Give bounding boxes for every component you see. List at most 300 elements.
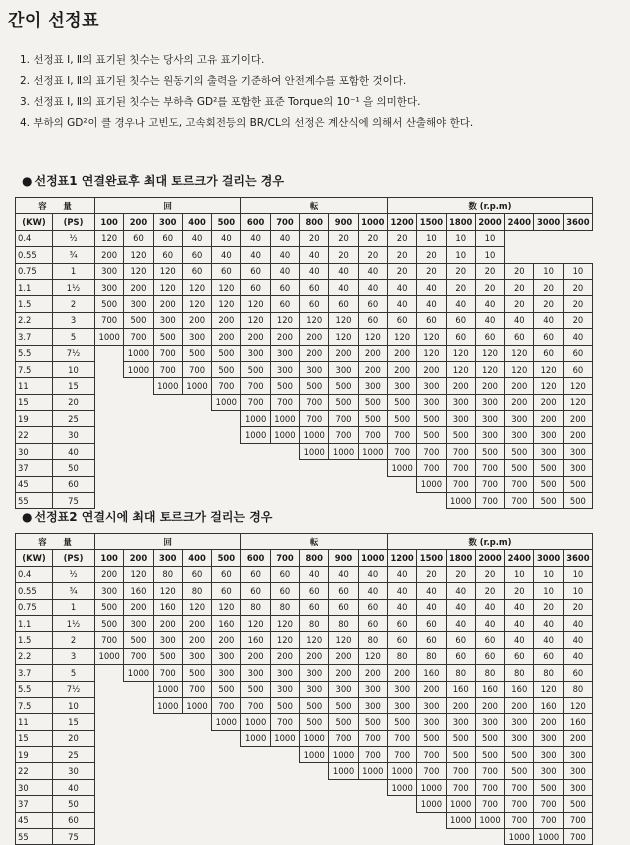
torque-cell: 700	[534, 812, 563, 828]
torque-cell: 60	[358, 312, 387, 328]
table-row	[16, 476, 593, 492]
torque-cell: 700	[505, 796, 534, 812]
torque-cell: 60	[241, 583, 270, 599]
torque-cell	[182, 493, 211, 509]
torque-cell: 200	[534, 411, 563, 427]
torque-cell: 160	[563, 714, 592, 730]
torque-cell: 120	[300, 312, 329, 328]
torque-cell: 10	[446, 247, 475, 263]
rpm-header-part1: 回	[95, 198, 241, 214]
bullet-icon: ●	[22, 510, 33, 524]
torque-cell	[153, 427, 182, 443]
torque-cell: 60	[182, 566, 211, 582]
rpm-column-header: 1000	[358, 214, 387, 230]
torque-cell	[300, 460, 329, 476]
torque-cell: 500	[534, 476, 563, 492]
torque-cell: 300	[124, 296, 153, 312]
torque-cell	[446, 829, 475, 845]
rpm-column-header: 100	[95, 214, 124, 230]
torque-cell: 20	[563, 279, 592, 295]
rpm-column-header: 3000	[534, 550, 563, 566]
torque-cell: 1000	[153, 697, 182, 713]
torque-cell: 40	[475, 312, 504, 328]
torque-cell: 700	[153, 345, 182, 361]
torque-cell: 1000	[417, 796, 446, 812]
torque-cell: 40	[505, 632, 534, 648]
torque-cell: 200	[505, 394, 534, 410]
rpm-column-header: 100	[95, 550, 124, 566]
ps-cell: ½	[53, 230, 95, 246]
page-title: 간이 선정표	[8, 11, 100, 31]
torque-cell: 1000	[153, 681, 182, 697]
torque-cell: 700	[300, 394, 329, 410]
torque-cell	[153, 829, 182, 845]
rpm-column-header: 600	[241, 214, 270, 230]
torque-cell: 200	[329, 648, 358, 664]
torque-cell: 20	[505, 263, 534, 279]
torque-cell: 500	[270, 378, 299, 394]
torque-cell: 120	[329, 632, 358, 648]
rpm-column-header: 3600	[563, 550, 592, 566]
kw-cell: 11	[16, 378, 53, 394]
rpm-column-header: 900	[329, 214, 358, 230]
torque-cell: 300	[212, 665, 241, 681]
torque-cell	[270, 747, 299, 763]
torque-cell: 60	[270, 279, 299, 295]
torque-cell	[95, 493, 124, 509]
torque-cell: 1000	[182, 697, 211, 713]
torque-cell	[329, 476, 358, 492]
torque-cell: 40	[475, 615, 504, 631]
kw-cell: 3.7	[16, 329, 53, 345]
torque-cell: 200	[95, 247, 124, 263]
torque-cell: 1000	[300, 443, 329, 459]
torque-cell: 700	[241, 394, 270, 410]
torque-cell	[270, 443, 299, 459]
torque-cell	[124, 411, 153, 427]
torque-cell: 500	[446, 747, 475, 763]
kw-cell: 5.5	[16, 681, 53, 697]
torque-cell: 80	[153, 566, 182, 582]
torque-cell: 40	[446, 615, 475, 631]
ps-cell: 3	[53, 312, 95, 328]
torque-cell: 10	[563, 583, 592, 599]
torque-cell	[95, 763, 124, 779]
ps-cell: 75	[53, 493, 95, 509]
torque-cell: 40	[563, 329, 592, 345]
torque-cell: 20	[387, 263, 416, 279]
torque-cell: 700	[241, 378, 270, 394]
torque-cell	[124, 714, 153, 730]
torque-cell: 40	[417, 279, 446, 295]
torque-cell: 20	[329, 247, 358, 263]
torque-cell: 500	[387, 411, 416, 427]
note-item: 4. 부하의 GD²이 클 경우나 고빈도, 고속회전등의 BR/CL의 선정은 계산식에 의해서 산출해야 한다.	[20, 117, 474, 129]
torque-cell: 120	[505, 361, 534, 377]
torque-cell: 40	[270, 230, 299, 246]
torque-cell: 500	[417, 730, 446, 746]
torque-cell: 1000	[95, 329, 124, 345]
torque-cell: 700	[387, 730, 416, 746]
torque-cell: 40	[417, 599, 446, 615]
kw-unit-header: (KW)	[16, 550, 53, 566]
torque-cell: 1000	[387, 460, 416, 476]
table-row	[16, 329, 593, 345]
torque-cell: 200	[505, 378, 534, 394]
torque-cell: 700	[475, 476, 504, 492]
torque-cell: 60	[358, 615, 387, 631]
torque-cell	[212, 493, 241, 509]
torque-cell: 1000	[300, 747, 329, 763]
kw-cell: 0.55	[16, 583, 53, 599]
table-1-title: 선정표1 연결완료후 최대 토르크가 걸리는 경우	[34, 174, 284, 188]
torque-cell: 700	[95, 312, 124, 328]
torque-cell: 80	[505, 665, 534, 681]
torque-cell: 20	[329, 230, 358, 246]
torque-cell: 60	[182, 263, 211, 279]
torque-cell	[95, 665, 124, 681]
rpm-column-header: 1000	[358, 550, 387, 566]
torque-cell: 60	[212, 583, 241, 599]
kw-cell: 30	[16, 779, 53, 795]
torque-cell: 1000	[417, 779, 446, 795]
torque-cell: 120	[563, 697, 592, 713]
torque-cell	[182, 411, 211, 427]
section-title-table-2	[22, 508, 272, 525]
torque-cell: 40	[446, 583, 475, 599]
torque-cell: 300	[563, 747, 592, 763]
table-row	[16, 615, 593, 631]
ps-cell: 15	[53, 378, 95, 394]
torque-cell: 20	[505, 279, 534, 295]
torque-cell	[387, 493, 416, 509]
torque-cell: 20	[446, 566, 475, 582]
torque-cell: 200	[270, 329, 299, 345]
torque-cell: 200	[182, 632, 211, 648]
torque-cell	[534, 230, 563, 246]
torque-cell: 120	[446, 361, 475, 377]
torque-cell	[182, 443, 211, 459]
table-row	[16, 279, 593, 295]
torque-cell: 1000	[182, 378, 211, 394]
rpm-column-header: 800	[300, 550, 329, 566]
torque-cell: 60	[270, 296, 299, 312]
torque-cell	[563, 247, 592, 263]
torque-cell	[475, 829, 504, 845]
torque-cell	[212, 747, 241, 763]
torque-cell: 120	[241, 296, 270, 312]
ps-cell: 10	[53, 361, 95, 377]
kw-cell: 0.4	[16, 230, 53, 246]
kw-cell: 2.2	[16, 648, 53, 664]
torque-cell: 40	[505, 615, 534, 631]
table-row	[16, 632, 593, 648]
torque-cell: 300	[505, 411, 534, 427]
torque-cell: 60	[387, 312, 416, 328]
ps-cell: 3	[53, 648, 95, 664]
torque-cell: 500	[505, 460, 534, 476]
note-item: 1. 선정표 Ⅰ, Ⅱ의 표기된 칫수는 당사의 고유 표기이다.	[20, 54, 265, 66]
torque-cell	[95, 681, 124, 697]
torque-cell: 80	[387, 648, 416, 664]
ps-cell: 1½	[53, 615, 95, 631]
ps-cell: 20	[53, 730, 95, 746]
torque-cell: 200	[300, 329, 329, 345]
torque-cell: 40	[358, 263, 387, 279]
torque-cell: 20	[475, 279, 504, 295]
table-row	[16, 648, 593, 664]
torque-cell: 700	[387, 443, 416, 459]
torque-cell: 40	[212, 230, 241, 246]
torque-cell: 300	[182, 329, 211, 345]
ps-cell: 7½	[53, 345, 95, 361]
torque-cell: 60	[534, 329, 563, 345]
torque-cell	[124, 443, 153, 459]
torque-cell	[182, 394, 211, 410]
torque-cell: 700	[475, 796, 504, 812]
table-row	[16, 247, 593, 263]
torque-cell: 20	[417, 247, 446, 263]
torque-cell	[358, 493, 387, 509]
ps-unit-header: (PS)	[53, 214, 95, 230]
torque-cell: 60	[358, 599, 387, 615]
torque-cell: 60	[212, 263, 241, 279]
torque-cell	[95, 361, 124, 377]
torque-cell: 120	[534, 681, 563, 697]
kw-cell: 2.2	[16, 312, 53, 328]
rpm-column-header: 800	[300, 214, 329, 230]
torque-cell: 300	[358, 697, 387, 713]
torque-cell: 200	[475, 378, 504, 394]
torque-cell: 20	[417, 566, 446, 582]
torque-cell: 700	[505, 493, 534, 509]
torque-cell: 300	[95, 279, 124, 295]
kw-cell: 0.4	[16, 566, 53, 582]
torque-cell	[270, 763, 299, 779]
torque-cell	[95, 378, 124, 394]
ps-cell: 7½	[53, 681, 95, 697]
torque-cell	[124, 378, 153, 394]
torque-cell	[153, 714, 182, 730]
kw-cell: 7.5	[16, 361, 53, 377]
torque-cell: 300	[358, 378, 387, 394]
torque-cell: 120	[563, 378, 592, 394]
torque-cell: 200	[270, 648, 299, 664]
torque-cell: 60	[446, 648, 475, 664]
rpm-header-part3: 数 (r.p.m)	[387, 198, 592, 214]
torque-cell: 300	[505, 714, 534, 730]
ps-cell: 5	[53, 329, 95, 345]
torque-cell: 300	[329, 681, 358, 697]
torque-cell	[95, 796, 124, 812]
torque-cell	[387, 796, 416, 812]
rpm-header-part3: 数 (r.p.m)	[387, 534, 592, 550]
ps-cell: 1	[53, 263, 95, 279]
torque-cell	[241, 476, 270, 492]
torque-cell: 40	[387, 279, 416, 295]
rpm-header-part2: 転	[241, 534, 387, 550]
torque-cell	[563, 230, 592, 246]
torque-cell: 1000	[358, 763, 387, 779]
torque-cell	[182, 427, 211, 443]
torque-cell	[153, 443, 182, 459]
torque-cell: 40	[446, 599, 475, 615]
ps-cell: 60	[53, 812, 95, 828]
torque-cell: 80	[182, 583, 211, 599]
torque-cell: 500	[505, 747, 534, 763]
torque-cell: 60	[270, 566, 299, 582]
ps-cell: 50	[53, 796, 95, 812]
torque-cell: 40	[563, 632, 592, 648]
torque-cell: 10	[563, 566, 592, 582]
torque-cell: 1000	[505, 829, 534, 845]
torque-cell: 700	[387, 427, 416, 443]
rpm-column-header: 400	[182, 214, 211, 230]
torque-cell: 200	[446, 378, 475, 394]
torque-cell: 500	[563, 796, 592, 812]
torque-cell	[95, 394, 124, 410]
torque-cell: 500	[182, 665, 211, 681]
torque-cell: 160	[505, 681, 534, 697]
torque-cell	[212, 443, 241, 459]
torque-cell: 120	[329, 329, 358, 345]
torque-cell: 700	[505, 779, 534, 795]
table-row	[16, 583, 593, 599]
torque-cell: 300	[475, 394, 504, 410]
rpm-column-header: 600	[241, 550, 270, 566]
torque-cell: 10	[417, 230, 446, 246]
torque-cell: 1000	[417, 476, 446, 492]
torque-cell: 40	[329, 566, 358, 582]
ps-cell: 25	[53, 411, 95, 427]
torque-cell: 500	[153, 329, 182, 345]
torque-cell: 500	[329, 714, 358, 730]
rpm-column-header: 400	[182, 550, 211, 566]
kw-cell: 0.55	[16, 247, 53, 263]
table-row	[16, 361, 593, 377]
torque-cell: 300	[446, 394, 475, 410]
torque-cell	[182, 829, 211, 845]
torque-cell: 1000	[95, 648, 124, 664]
torque-cell: 20	[475, 566, 504, 582]
torque-cell: 200	[300, 648, 329, 664]
torque-cell: 300	[387, 697, 416, 713]
torque-cell	[153, 747, 182, 763]
torque-cell	[300, 476, 329, 492]
rpm-column-header: 500	[212, 550, 241, 566]
table-row	[16, 665, 593, 681]
torque-cell: 40	[358, 279, 387, 295]
torque-cell: 120	[241, 312, 270, 328]
torque-cell	[153, 394, 182, 410]
torque-cell: 120	[95, 230, 124, 246]
torque-cell: 700	[446, 779, 475, 795]
ps-cell: 1	[53, 599, 95, 615]
torque-cell: 200	[387, 361, 416, 377]
torque-cell: 500	[358, 411, 387, 427]
torque-cell: 700	[505, 476, 534, 492]
table-row	[16, 427, 593, 443]
table-row	[16, 779, 593, 795]
torque-cell: 500	[124, 312, 153, 328]
torque-cell: 300	[95, 263, 124, 279]
torque-cell: 160	[124, 583, 153, 599]
torque-cell: 300	[446, 714, 475, 730]
torque-cell: 120	[300, 632, 329, 648]
torque-cell: 700	[417, 763, 446, 779]
torque-cell: 60	[563, 361, 592, 377]
torque-cell: 200	[563, 411, 592, 427]
torque-cell	[153, 796, 182, 812]
torque-cell	[153, 460, 182, 476]
ps-cell: 30	[53, 427, 95, 443]
kw-cell: 0.75	[16, 263, 53, 279]
torque-cell: 40	[212, 247, 241, 263]
torque-cell: 80	[563, 681, 592, 697]
torque-cell	[212, 796, 241, 812]
torque-cell	[329, 493, 358, 509]
rpm-column-header: 300	[153, 214, 182, 230]
torque-cell: 500	[475, 747, 504, 763]
torque-cell: 60	[241, 279, 270, 295]
torque-cell: 300	[387, 378, 416, 394]
torque-cell: 700	[475, 779, 504, 795]
table-row	[16, 443, 593, 459]
torque-cell: 60	[563, 345, 592, 361]
torque-cell	[241, 796, 270, 812]
torque-cell: 60	[329, 296, 358, 312]
rpm-column-header: 1800	[446, 214, 475, 230]
torque-cell: 500	[182, 345, 211, 361]
torque-cell: 700	[270, 714, 299, 730]
torque-cell	[124, 829, 153, 845]
torque-cell: 10	[505, 566, 534, 582]
torque-cell: 700	[212, 697, 241, 713]
torque-cell: 300	[475, 411, 504, 427]
torque-cell: 120	[212, 279, 241, 295]
torque-cell: 20	[446, 263, 475, 279]
rpm-column-header: 2400	[505, 214, 534, 230]
torque-cell	[95, 697, 124, 713]
torque-cell: 20	[387, 247, 416, 263]
torque-cell: 160	[475, 681, 504, 697]
torque-cell: 60	[329, 583, 358, 599]
torque-cell	[182, 476, 211, 492]
torque-cell: 1000	[300, 730, 329, 746]
kw-cell: 37	[16, 460, 53, 476]
torque-cell: 20	[358, 230, 387, 246]
torque-cell	[270, 460, 299, 476]
torque-cell	[153, 779, 182, 795]
torque-cell	[124, 697, 153, 713]
torque-cell	[95, 476, 124, 492]
table-row	[16, 460, 593, 476]
torque-cell	[241, 747, 270, 763]
rpm-column-header: 1200	[387, 550, 416, 566]
torque-cell: 300	[417, 378, 446, 394]
torque-cell: 20	[534, 279, 563, 295]
note-item: 2. 선정표 Ⅰ, Ⅱ의 표기된 칫수는 원동기의 출력을 기준하여 안전계수를 포함한 것이다.	[20, 75, 407, 87]
torque-cell	[124, 730, 153, 746]
torque-cell: 700	[153, 361, 182, 377]
torque-cell: 1000	[358, 443, 387, 459]
torque-cell: 20	[300, 230, 329, 246]
torque-cell	[387, 829, 416, 845]
torque-cell: 300	[270, 361, 299, 377]
torque-cell: 40	[387, 566, 416, 582]
torque-cell: 300	[124, 615, 153, 631]
torque-cell: 500	[329, 697, 358, 713]
